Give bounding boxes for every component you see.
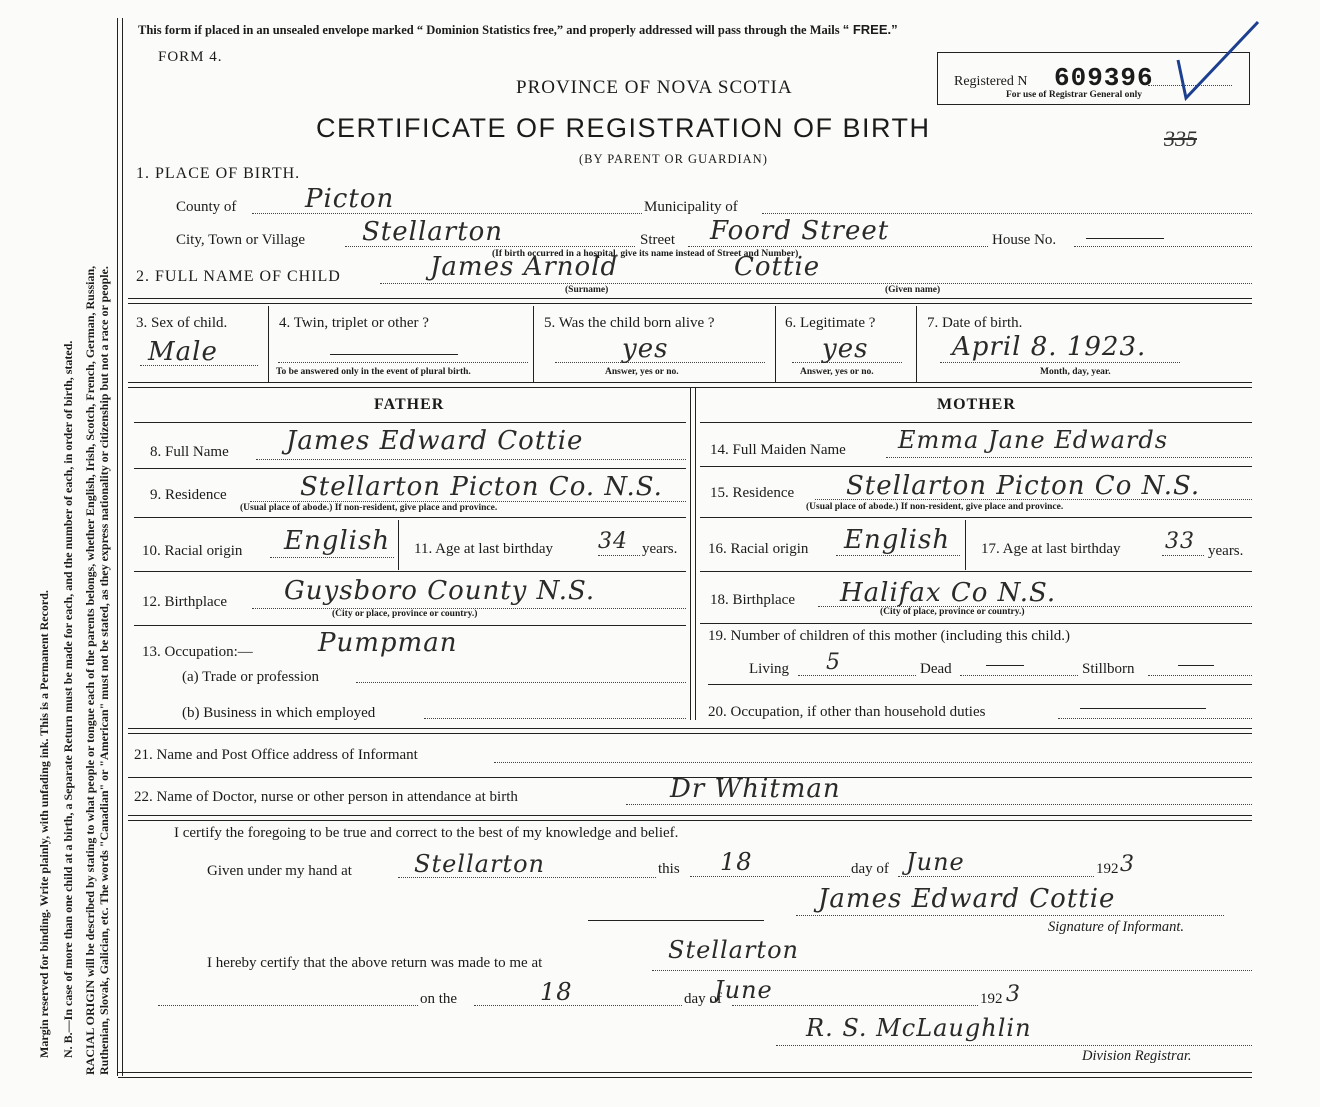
mother-rule-18 xyxy=(700,623,1252,624)
house-number-label: House No. xyxy=(992,232,1057,248)
reg-day-of-label: day of xyxy=(684,991,722,1007)
mother-birthplace-note: (City of place, province or country.) xyxy=(880,607,1025,617)
county-value: Picton xyxy=(305,184,395,214)
city-label: City, Town or Village xyxy=(176,232,306,248)
father-racial-divider xyxy=(398,520,399,570)
father-residence-label: 9. Residence xyxy=(150,487,227,503)
child-name-line xyxy=(380,283,1252,284)
certificate-title: CERTIFICATE OF REGISTRATION OF BIRTH xyxy=(316,113,931,143)
mother-heading-rule xyxy=(700,422,1252,423)
mother-age-label: 17. Age at last birthday xyxy=(981,541,1121,557)
mother-age-value: 33 xyxy=(1165,529,1195,554)
mother-name-value: Emma Jane Edwards xyxy=(898,426,1169,454)
date-of-birth-note: Month, day, year. xyxy=(1040,367,1111,377)
month-line xyxy=(898,876,1094,877)
mother-residence-note: (Usual place of abode.) If non-resident, give place and province. xyxy=(806,502,1064,512)
father-rule-12 xyxy=(134,625,686,626)
father-occupation-label: 13. Occupation:— xyxy=(142,644,253,660)
this-label: this xyxy=(658,861,680,877)
living-value: 5 xyxy=(826,650,841,675)
margin-note-2: N. B.—In case of more than one child at a birth, a Separate Return must be made for each, and the number of each, in order of birth, stated. xyxy=(61,340,75,1058)
day-of-label: day of xyxy=(851,861,889,877)
twin-label: 4. Twin, triplet or other ? xyxy=(279,315,429,331)
registrar-place-value: Stellarton xyxy=(668,936,799,964)
child-surname: Cottie xyxy=(734,252,821,282)
mother-age-line xyxy=(1162,555,1204,556)
living-line xyxy=(798,675,916,676)
registrar-lead-line xyxy=(158,1005,418,1006)
mother-racial-label: 16. Racial origin xyxy=(708,541,809,557)
date-of-birth-line xyxy=(940,362,1180,363)
col-divider-b xyxy=(533,306,534,382)
witness-line xyxy=(588,920,764,921)
date-of-birth-value: April 8. 1923. xyxy=(952,332,1147,362)
doctor-line xyxy=(626,804,1252,805)
col-divider-d xyxy=(916,306,917,382)
reg-year-digit: 3 xyxy=(1006,982,1021,1007)
informant-signature: James Edward Cottie xyxy=(818,884,1116,914)
doctor-value: Dr Whitman xyxy=(670,774,841,804)
street-label: Street xyxy=(640,232,675,248)
col-divider-c xyxy=(775,306,776,382)
informant-label: 21. Name and Post Office address of Informant xyxy=(134,747,418,763)
twin-dash xyxy=(330,354,458,355)
date-of-birth-label: 7. Date of birth. xyxy=(927,315,1023,331)
day-value: 18 xyxy=(720,848,753,876)
mother-rule-15 xyxy=(700,517,1252,518)
mail-notice-mid: “ Dominion Statistics free,” and properly addressed will pass through the Mails xyxy=(416,23,840,37)
informant-sig-caption: Signature of Informant. xyxy=(1048,919,1185,935)
registrar-signature: R. S. McLaughlin xyxy=(806,1014,1032,1042)
sex-value: Male xyxy=(148,337,218,367)
dead-dash xyxy=(986,665,1024,666)
children-count-label: 19. Number of children of this mother (including this child.) xyxy=(708,628,1071,644)
on-the-label: on the xyxy=(420,991,458,1007)
legitimate-value: yes xyxy=(822,334,869,364)
margin-note-3: RACIAL ORIGIN will be described by stating to what people or tongue each of the parents belongs, whether English, Irish, Scotch, French, German, Russian, xyxy=(83,265,97,1075)
child-given-names: James Arnold xyxy=(430,252,619,282)
section-rule-5 xyxy=(128,815,1252,821)
business-line xyxy=(424,718,686,719)
sex-label: 3. Sex of child. xyxy=(136,315,228,331)
house-number-line xyxy=(1074,246,1252,247)
mother-rule-14 xyxy=(700,466,1252,467)
trade-line xyxy=(356,682,686,683)
mail-notice-free: “ FREE.” xyxy=(842,22,898,37)
father-occupation-value: Pumpman xyxy=(318,628,458,658)
form-number: FORM 4. xyxy=(158,49,223,65)
business-label: (b) Business in which employed xyxy=(182,705,376,721)
father-age-years: years. xyxy=(642,541,678,557)
twin-line xyxy=(278,362,528,363)
street-line xyxy=(688,246,988,247)
reg-year-prefix: 192 xyxy=(980,991,1003,1007)
checkmark-icon xyxy=(1174,20,1264,110)
stillborn-dash xyxy=(1178,665,1214,666)
doctor-label: 22. Name of Doctor, nurse or other person in attendance at birth xyxy=(134,789,518,805)
born-alive-label: 5. Was the child born alive ? xyxy=(544,315,715,331)
mother-occupation-dash xyxy=(1080,708,1206,709)
mother-occupation-line xyxy=(1058,718,1252,719)
reg-day-line xyxy=(474,1005,682,1006)
father-residence-value: Stellarton Picton Co. N.S. xyxy=(300,472,663,502)
father-rule-9 xyxy=(134,517,686,518)
reg-day-value: 18 xyxy=(540,978,573,1006)
born-alive-value: yes xyxy=(622,334,669,364)
father-rule-8 xyxy=(134,468,686,469)
year-prefix: 192 xyxy=(1096,861,1119,877)
registered-number: 609396 xyxy=(1054,63,1154,93)
municipality-line xyxy=(762,213,1252,214)
year-digit: 3 xyxy=(1120,852,1135,877)
margin-note-1: Margin reserved for binding. Write plainly, with unfading ink. This is a Permanent Record. xyxy=(37,590,51,1058)
registrar-sig-line xyxy=(776,1045,1252,1046)
informant-line xyxy=(494,762,1252,763)
day-line xyxy=(690,876,850,877)
mother-racial-line xyxy=(836,555,960,556)
certificate-subtitle: (BY PARENT OR GUARDIAN) xyxy=(579,152,768,166)
father-name-value: James Edward Cottie xyxy=(286,426,584,456)
mother-name-line xyxy=(886,457,1252,458)
father-racial-label: 10. Racial origin xyxy=(142,543,243,559)
born-alive-note: Answer, yes or no. xyxy=(605,367,679,377)
father-heading-rule xyxy=(134,422,686,423)
province-heading: PROVINCE OF NOVA SCOTIA xyxy=(516,77,793,98)
living-label: Living xyxy=(749,661,789,677)
month-value: June xyxy=(906,848,965,876)
mother-residence-label: 15. Residence xyxy=(710,485,795,501)
mother-rule-16 xyxy=(700,571,1252,572)
mother-birthplace-label: 18. Birthplace xyxy=(710,592,795,608)
father-racial-line xyxy=(270,557,394,558)
legitimate-note: Answer, yes or no. xyxy=(800,367,874,377)
father-residence-note: (Usual place of abode.) If non-resident, give place and province. xyxy=(240,503,498,513)
parents-divider xyxy=(690,388,696,720)
father-heading: FATHER xyxy=(374,396,445,413)
mother-racial-divider xyxy=(965,520,966,570)
father-name-line xyxy=(256,459,686,460)
mail-notice-pre: This form if placed in an unsealed envelope marked xyxy=(138,23,414,37)
corner-mark: 335 xyxy=(1164,126,1197,151)
city-value: Stellarton xyxy=(362,217,504,247)
father-age-value: 34 xyxy=(598,529,628,554)
informant-sig-line xyxy=(796,915,1224,916)
mother-racial-value: English xyxy=(844,525,951,555)
registrar-place-line xyxy=(652,970,1252,971)
stillborn-label: Stillborn xyxy=(1082,661,1135,677)
mother-birthplace-value: Halifax Co N.S. xyxy=(840,578,1057,608)
mother-occupation-label: 20. Occupation, if other than household duties xyxy=(708,704,986,720)
margin-note-4: Ruthenian, Slovak, Galician, etc. The words "Canadian" or "American" must not be stated, as they express nationality or citizenship but not a race or people. xyxy=(97,266,111,1075)
municipality-label: Municipality of xyxy=(644,199,738,215)
mother-rule-19 xyxy=(708,684,1252,685)
house-number-dash xyxy=(1086,238,1164,239)
mother-heading: MOTHER xyxy=(937,396,1016,413)
reg-month-value: June xyxy=(714,976,773,1004)
father-name-label: 8. Full Name xyxy=(150,444,229,460)
registered-label: Registered N xyxy=(954,74,1028,89)
mother-name-label: 14. Full Maiden Name xyxy=(710,442,846,458)
stillborn-line xyxy=(1148,675,1252,676)
dead-label: Dead xyxy=(920,661,952,677)
given-at-value: Stellarton xyxy=(414,850,545,878)
surname-note: (Surname) xyxy=(565,285,609,295)
father-birthplace-note: (City or place, province or country.) xyxy=(332,609,478,619)
binding-margin-rule xyxy=(117,18,123,1076)
given-name-note: (Given name) xyxy=(885,285,941,295)
father-birthplace-label: 12. Birthplace xyxy=(142,594,227,610)
father-age-label: 11. Age at last birthday xyxy=(414,541,553,557)
hospital-note: (If birth occurred in a hospital, give its name instead of Street and Number) xyxy=(492,249,799,259)
section-rule-3 xyxy=(128,728,1252,734)
col-divider-a xyxy=(268,306,269,382)
father-racial-value: English xyxy=(284,526,391,556)
legitimate-label: 6. Legitimate ? xyxy=(785,315,876,331)
mail-notice xyxy=(138,22,898,38)
mother-age-years: years. xyxy=(1208,543,1244,559)
certification-statement: I certify the foregoing to be true and correct to the best of my knowledge and belief. xyxy=(174,825,679,841)
reg-month-line xyxy=(732,1005,978,1006)
bottom-rule xyxy=(118,1072,1252,1078)
father-rule-10 xyxy=(134,571,686,572)
father-birthplace-value: Guysboro County N.S. xyxy=(284,576,596,606)
registrar-general-note: For use of Registrar General only xyxy=(1006,90,1143,100)
twin-note: To be answered only in the event of plural birth. xyxy=(276,367,471,377)
registrar-statement: I hereby certify that the above return was made to me at xyxy=(207,955,543,971)
dead-line xyxy=(960,675,1078,676)
place-of-birth-heading: 1. PLACE OF BIRTH. xyxy=(136,165,301,182)
given-at-label: Given under my hand at xyxy=(207,863,352,879)
registrar-caption: Division Registrar. xyxy=(1082,1048,1192,1064)
street-value: Foord Street xyxy=(710,216,890,246)
trade-label: (a) Trade or profession xyxy=(182,669,320,685)
mother-residence-value: Stellarton Picton Co N.S. xyxy=(846,471,1201,501)
county-label: County of xyxy=(176,199,237,215)
father-age-line xyxy=(598,555,640,556)
child-name-label: 2. FULL NAME OF CHILD xyxy=(136,268,341,285)
section-rule-1 xyxy=(128,298,1252,304)
